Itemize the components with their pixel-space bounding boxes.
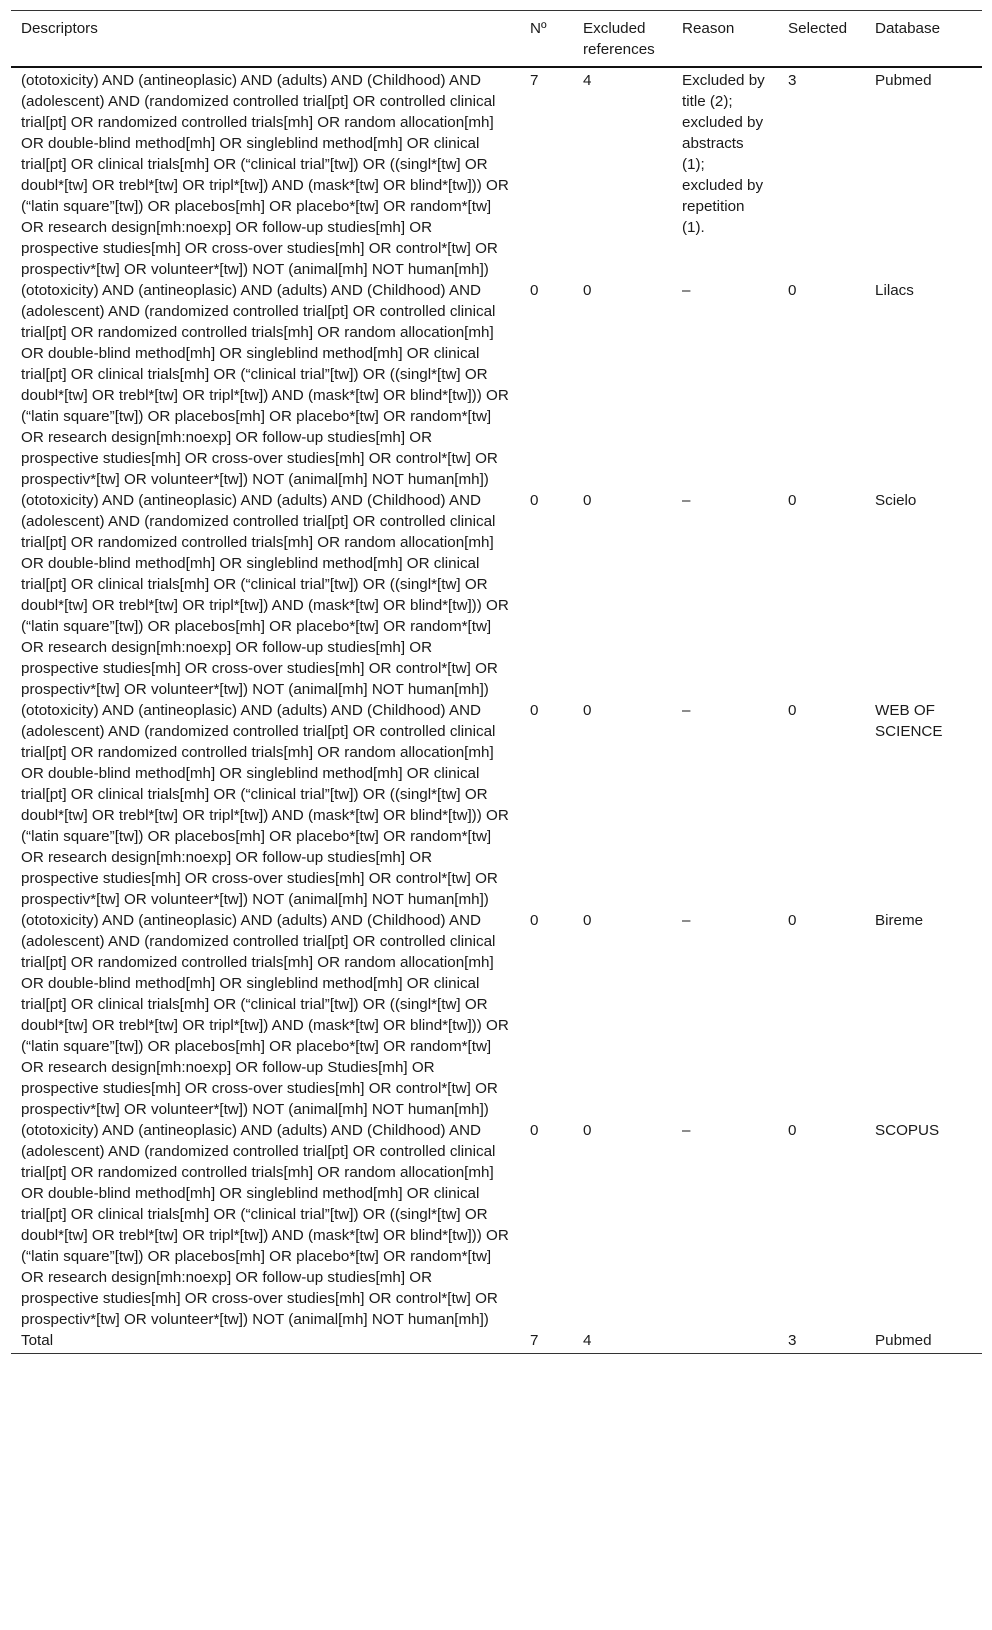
cell-excluded: 0 <box>583 1122 592 1139</box>
cell-excluded: 0 <box>583 282 592 299</box>
cell-descriptors: (ototoxicity) AND (antineoplasic) AND (adults) AND (Childhood) AND (adolescent) AND (randomized controlled trial[pt] OR controlled clinical trial[pt] OR randomized controlled trials[mh] OR random allocation[mh] OR double-blind method[mh] OR singleblind method[mh] OR clinical trial[pt] OR clinical trials[mh] OR (“clinical trial”[tw]) OR ((singl*[tw] OR doubl*[tw] OR trebl*[tw] OR tripl*[tw]) AND (mask*[tw] OR blind*[tw])) OR (“latin square”[tw]) OR placebos[mh] OR placebo*[tw] OR random*[tw] OR research design[mh:noexp] OR follow-up Studies[mh] OR prospective studies[mh] OR cross-over studies[mh] OR control*[tw] OR prospectiv*[tw] OR volunteer*[tw]) NOT (animal[mh] NOT human[mh]) <box>21 912 509 1118</box>
table-row <box>11 67 982 280</box>
total-row <box>11 1330 982 1354</box>
cell-database: Bireme <box>875 912 924 929</box>
cell-descriptors: (ototoxicity) AND (antineoplasic) AND (adults) AND (Childhood) AND (adolescent) AND (randomized controlled trial[pt] OR controlled clinical trial[pt] OR randomized controlled trials[mh] OR random allocation[mh] OR double-blind method[mh] OR singleblind method[mh] OR clinical trial[pt] OR clinical trials[mh] OR (“clinical trial”[tw]) OR ((singl*[tw] OR doubl*[tw] OR trebl*[tw] OR tripl*[tw]) AND (mask*[tw] OR blind*[tw])) OR (“latin square”[tw]) OR placebos[mh] OR placebo*[tw] OR random*[tw] OR research design[mh:noexp] OR follow-up studies[mh] OR prospective studies[mh] OR cross-over studies[mh] OR control*[tw] OR prospectiv*[tw] OR volunteer*[tw]) NOT (animal[mh] NOT human[mh]) <box>21 492 509 698</box>
cell-reason: – <box>682 1122 691 1139</box>
search-strategy-table <box>11 10 982 1354</box>
cell-reason: – <box>682 282 691 299</box>
header-row <box>11 11 982 68</box>
cell-reason: – <box>682 702 691 719</box>
cell-number: 0 <box>530 702 539 719</box>
cell-database: WEB OF SCIENCE <box>875 702 943 740</box>
cell-selected: 0 <box>788 282 797 299</box>
total-excluded: 4 <box>583 1332 592 1349</box>
cell-excluded: 4 <box>583 72 592 89</box>
cell-reason: – <box>682 912 691 929</box>
cell-excluded: 0 <box>583 912 592 929</box>
total-label: Total <box>21 1332 54 1349</box>
cell-number: 7 <box>530 72 539 89</box>
total-number: 7 <box>530 1332 539 1349</box>
cell-excluded: 0 <box>583 492 592 509</box>
table-row <box>11 700 982 910</box>
table-row <box>11 1120 982 1330</box>
table-row <box>11 490 982 700</box>
header-selected: Selected <box>788 20 848 37</box>
cell-descriptors: (ototoxicity) AND (antineoplasic) AND (adults) AND (Childhood) AND (adolescent) AND (randomized controlled trial[pt] OR controlled clinical trial[pt] OR randomized controlled trials[mh] OR random allocation[mh] OR double-blind method[mh] OR singleblind method[mh] OR clinical trial[pt] OR clinical trials[mh] OR (“clinical trial”[tw]) OR ((singl*[tw] OR doubl*[tw] OR trebl*[tw] OR tripl*[tw]) AND (mask*[tw] OR blind*[tw])) OR (“latin square”[tw]) OR placebos[mh] OR placebo*[tw] OR random*[tw] OR research design[mh:noexp] OR follow-up studies[mh] OR prospective studies[mh] OR cross-over studies[mh] OR control*[tw] OR prospectiv*[tw] OR volunteer*[tw]) NOT (animal[mh] NOT human[mh]) <box>21 1122 509 1328</box>
cell-selected: 0 <box>788 1122 797 1139</box>
cell-number: 0 <box>530 1122 539 1139</box>
header-descriptors: Descriptors <box>21 20 98 37</box>
cell-selected: 0 <box>788 912 797 929</box>
header-number: Nº <box>530 20 547 37</box>
cell-reason: – <box>682 492 691 509</box>
cell-descriptors: (ototoxicity) AND (antineoplasic) AND (adults) AND (Childhood) AND (adolescent) AND (randomized controlled trial[pt] OR controlled clinical trial[pt] OR randomized controlled trials[mh] OR random allocation[mh] OR double-blind method[mh] OR singleblind method[mh] OR clinical trial[pt] OR clinical trials[mh] OR (“clinical trial”[tw]) OR ((singl*[tw] OR doubl*[tw] OR trebl*[tw] OR tripl*[tw]) AND (mask*[tw] OR blind*[tw])) OR (“latin square”[tw]) OR placebos[mh] OR placebo*[tw] OR random*[tw] OR research design[mh:noexp] OR follow-up studies[mh] OR prospective studies[mh] OR cross-over studies[mh] OR control*[tw] OR prospectiv*[tw] OR volunteer*[tw]) NOT (animal[mh] NOT human[mh]) <box>21 282 509 488</box>
cell-database: Pubmed <box>875 72 932 89</box>
table-row <box>11 280 982 490</box>
total-reason <box>672 1330 778 1354</box>
cell-descriptors: (ototoxicity) AND (antineoplasic) AND (adults) AND (Childhood) AND (adolescent) AND (randomized controlled trial[pt] OR controlled clinical trial[pt] OR randomized controlled trials[mh] OR random allocation[mh] OR double-blind method[mh] OR singleblind method[mh] OR clinical trial[pt] OR clinical trials[mh] OR (“clinical trial”[tw]) OR ((singl*[tw] OR doubl*[tw] OR trebl*[tw] OR tripl*[tw]) AND (mask*[tw] OR blind*[tw])) OR (“latin square”[tw]) OR placebos[mh] OR placebo*[tw] OR random*[tw] OR research design[mh:noexp] OR follow-up studies[mh] OR prospective studies[mh] OR cross-over studies[mh] OR control*[tw] OR prospectiv*[tw] OR volunteer*[tw]) NOT (animal[mh] NOT human[mh]) <box>21 702 509 908</box>
cell-number: 0 <box>530 492 539 509</box>
cell-selected: 0 <box>788 492 797 509</box>
search-strategy-table-container <box>11 10 982 1354</box>
cell-database: Lilacs <box>875 282 914 299</box>
cell-selected: 3 <box>788 72 797 89</box>
cell-number: 0 <box>530 282 539 299</box>
table-header <box>11 11 982 68</box>
cell-database: SCOPUS <box>875 1122 940 1139</box>
cell-excluded: 0 <box>583 702 592 719</box>
table-row <box>11 910 982 1120</box>
header-excluded-references: Excluded references <box>583 20 655 58</box>
header-database: Database <box>875 20 941 37</box>
cell-database: Scielo <box>875 492 917 509</box>
cell-reason: Excluded by title (2); excluded by abstracts (1); excluded by repetition (1). <box>682 72 765 236</box>
cell-descriptors: (ototoxicity) AND (antineoplasic) AND (adults) AND (Childhood) AND (adolescent) AND (randomized controlled trial[pt] OR controlled clinical trial[pt] OR randomized controlled trials[mh] OR random allocation[mh] OR double-blind method[mh] OR singleblind method[mh] OR clinical trial[pt] OR clinical trials[mh] OR (“clinical trial”[tw]) OR ((singl*[tw] OR doubl*[tw] OR trebl*[tw] OR tripl*[tw]) AND (mask*[tw] OR blind*[tw])) OR (“latin square”[tw]) OR placebos[mh] OR placebo*[tw] OR random*[tw] OR research design[mh:noexp] OR follow-up studies[mh] OR prospective studies[mh] OR cross-over studies[mh] OR control*[tw] OR prospectiv*[tw] OR volunteer*[tw]) NOT (animal[mh] NOT human[mh]) <box>21 72 509 278</box>
table-body <box>11 67 982 1354</box>
total-database: Pubmed <box>875 1332 932 1349</box>
cell-number: 0 <box>530 912 539 929</box>
total-selected: 3 <box>788 1332 797 1349</box>
cell-selected: 0 <box>788 702 797 719</box>
header-reason: Reason <box>682 20 735 37</box>
